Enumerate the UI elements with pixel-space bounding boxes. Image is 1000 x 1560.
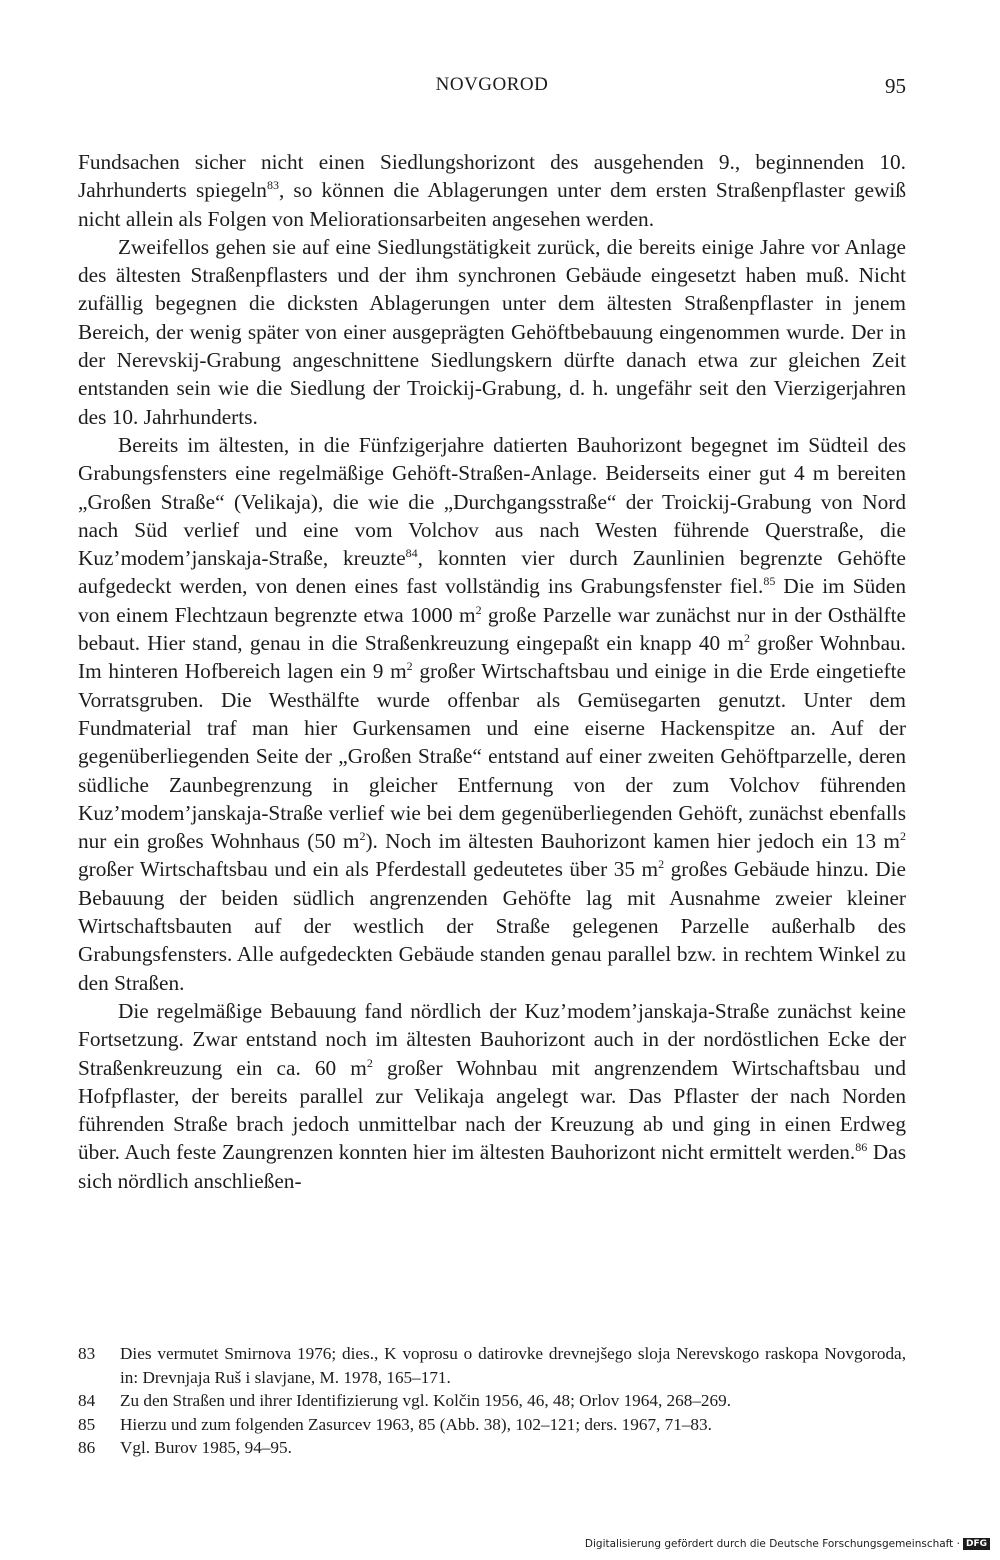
footnote-text: Hierzu und zum folgenden Zasurcev 1963, 85 (Abb. 38), 102–121; ders. 1967, 71–83. [120, 1414, 712, 1434]
footnote-text: Vgl. Burov 1985, 94–95. [120, 1438, 292, 1457]
digitization-credit [585, 1538, 990, 1550]
body-text [78, 148, 906, 1195]
footnote [78, 1413, 906, 1437]
footnote-text: Zu den Straßen und ihrer Identifizierung vgl. Kolčin 1956, 46, 48; Orlov 1964, 268–269. [120, 1391, 732, 1410]
footnote-text: Dies vermutet Smirnova 1976; dies., K voprosu o datirovke drevnejšego sloja Nerevskogo raskopa Novgoroda, in: Drevnjaja Ruš i slavjane, M. 1978, 165–171. [120, 1344, 906, 1387]
paragraph: Zweifellos gehen sie auf eine Siedlungstätigkeit zurück, die bereits einige Jahre vor Anlage des ältesten Straßenpflasters und der ihm synchronen Gebäude eingesetzt haben muß. Nicht zufällig begegnen die dicksten Ablagerungen unter dem ältesten Straßenpflaster in jenem Bereich, der wenig später von einer ausgeprägten Gehöftbebauung eingenommen wurde. Der in der Nerevskij-Grabung angeschnittene Siedlungskern dürfte danach etwa zur gleichen Zeit entstanden sein wie die Siedlung der Troickij-Grabung, d. h. ungefähr seit den Vierzigerjahren des 10. Jahrhunderts. [78, 234, 906, 429]
footnote-ref: 85 [763, 574, 776, 589]
footnote-number: 83 [78, 1344, 96, 1363]
footnote-number: 85 [78, 1414, 96, 1434]
superscript: 2 [658, 857, 665, 872]
footnotes [78, 1342, 906, 1460]
credit-text: Digitalisierung gefördert durch die Deutsche Forschungsgemeinschaft · [584, 1538, 960, 1550]
page-header [78, 74, 906, 104]
footnote [78, 1436, 906, 1460]
footnote-number: 86 [78, 1438, 96, 1457]
superscript: 2 [359, 829, 366, 844]
superscript: 2 [406, 659, 413, 674]
paragraph: Bereits im ältesten, in die Fünfzigerjahre datierten Bauhorizont begegnet im Südteil des Grabungsfensters eine regelmäßige Gehöft-Straßen-Anlage. Beiderseits einer gut 4 m bereiten „Großen Straße“ (Velikaja), die wie die „Durchgangsstraße“ der Troickij-Grabung von Nord nach Süd verlief und eine vom Volchov aus nach Westen führende Querstraße, die Kuz’modem’janskaja-Straße, kreuzte$^{84}$, konnten vier durch Zaunlinien begrenzte Gehöfte aufgedeckt werden, von denen eines fast vollständig ins Grabungsfenster fiel.$^{85}$ Die im Süden von einem Flechtzaun begrenzte etwa 1000 $m^2$ große Parzelle war zunächst nur in der Osthälfte bebaut. Hier stand, genau in die Straßenkreuzung eingepaßt ein knapp 40 $m^2$ großer Wohnbau. Im hinteren Hofbereich lagen ein 9 $m^2$ großer Wirtschaftsbau und einige in die Erde eingetiefte Vorratsgruben. Die Westhälfte wurde offenbar als Gemüsegarten genutzt. Unter dem Fundmaterial traf man hier Gurkensamen und eine eiserne Hackenspitze an. Auf der gegenüberliegenden Seite der „Großen Straße“ entstand auf einer zweiten Gehöftparzelle, deren südliche Zaunbegrenzung in gleicher Entfernung von der zum Volchov führenden Kuz’modem’janskaja-Straße verlief wie bei dem gegenüberliegenden Gehöft, zunächst ebenfalls nur ein großes Wohnhaus (50 $m^2$). Noch im ältesten Bauhorizont kamen hier jedoch ein 13 $m^2$ großer Wirtschaftsbau und ein als Pferdestall gedeutetes über 35 $m^2$ großes Gebäude hinzu. Die Bebauung der beiden südlich angrenzenden Gehöfte lag mit Ausnahme zweier kleiner Wirtschaftsbauten auf der westlich der Straße gelegenen Parzelle außerhalb des Grabungsfensters. Alle aufgedeckten Gebäude standen genau parallel bzw. in rechtem Winkel zu den Straßen. [78, 432, 907, 995]
superscript: 2 [475, 602, 482, 617]
superscript: 2 [366, 1055, 373, 1070]
footnote [78, 1342, 906, 1389]
page-number: 95 [885, 74, 906, 98]
footnote [78, 1389, 906, 1413]
running-title: NOVGOROD [435, 74, 549, 95]
footnote-ref: 84 [405, 546, 418, 561]
dfg-logo: DFG [963, 1538, 990, 1550]
paragraph: Die regelmäßige Bebauung fand nördlich der Kuz’modem’janskaja-Straße zunächst keine Fortsetzung. Zwar entstand noch im ältesten Bauhorizont auch in der nordöstlichen Ecke der Straßenkreuzung ein ca. 60 $m^2$ großer Wohnbau mit angrenzendem Wirtschaftsbau und Hofpflaster, der bereits parallel zur Velikaja angelegt war. Das Pflaster der nach Norden führenden Straße brach jedoch unmittelbar nach der Kreuzung ab und ging in einen Erdweg über. Auch feste Zaungrenzen konnten hier im ältesten Bauhorizont nicht ermittelt werden.$^{86}$ Das sich nördlich anschließen- [78, 998, 907, 1193]
footnote-ref: 86 [855, 1140, 868, 1155]
footnote-number: 84 [78, 1391, 96, 1410]
footnote-ref: 83 [266, 178, 279, 193]
superscript: 2 [900, 829, 906, 844]
paragraph: Fundsachen sicher nicht einen Siedlungshorizont des ausgehenden 9., beginnenden 10. Jahrhunderts spiegeln$^{83}$, so können die Ablagerungen unter dem ersten Straßenpflaster gewiß nicht allein als Folgen von Meliorationsarbeiten angesehen werden. [78, 150, 906, 231]
superscript: 2 [743, 630, 750, 645]
